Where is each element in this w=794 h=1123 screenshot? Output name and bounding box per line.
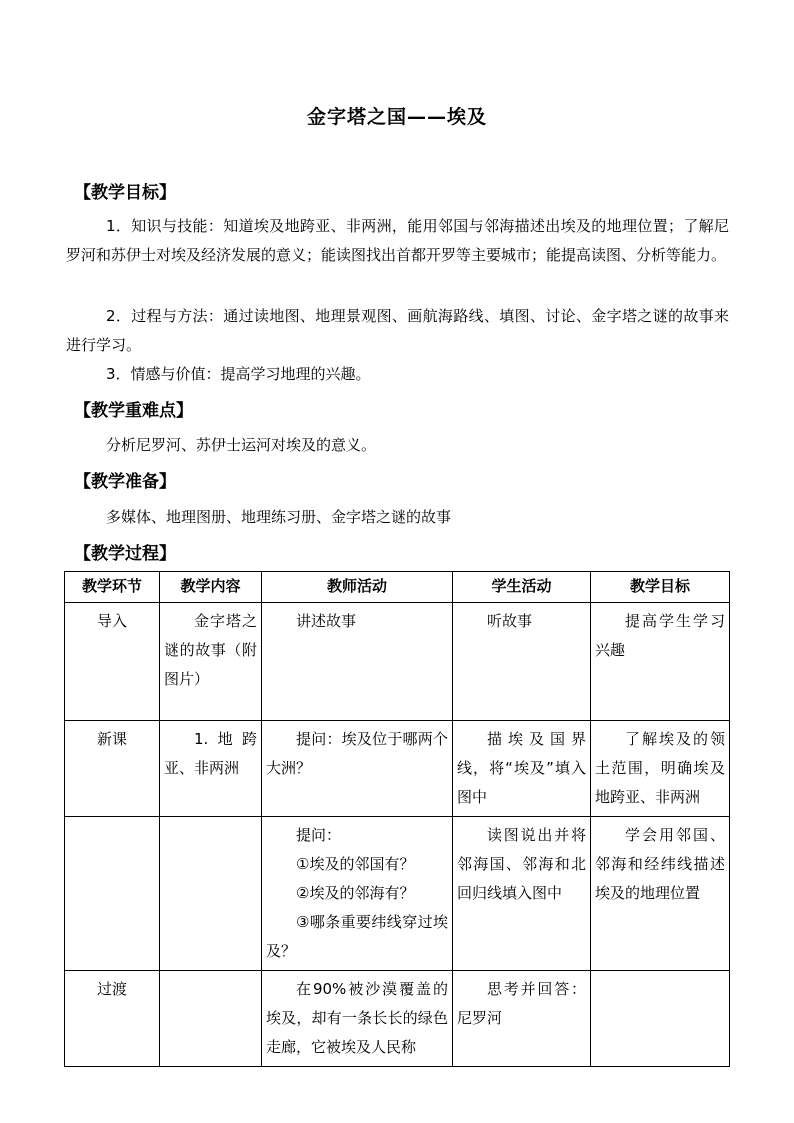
goal-text: 学会用邻国、邻海和经纬线描述埃及的地理位置 xyxy=(595,826,725,902)
column-header: 教学环节 xyxy=(65,572,160,603)
teacher-cell xyxy=(262,817,453,971)
teacher-cell xyxy=(262,721,453,817)
student-cell xyxy=(453,971,591,1067)
page-title: 金字塔之国——埃及 xyxy=(306,106,487,128)
content-text: 1.地跨亚、非两洲 xyxy=(164,730,257,777)
content-text: 金字塔之谜的故事（附图片） xyxy=(164,612,257,688)
table-row xyxy=(65,721,730,817)
student-text: 读图说出并将邻海国、邻海和北回归线填入图中 xyxy=(457,826,586,902)
teacher-line: 提问： xyxy=(296,826,342,844)
column-header: 教师活动 xyxy=(262,572,453,603)
column-header: 教学目标 xyxy=(591,572,730,603)
process-heading: 【教学过程】 xyxy=(74,544,176,564)
goal-text: 提高学生学习兴趣 xyxy=(595,612,725,659)
goal-cell xyxy=(591,817,730,971)
student-cell xyxy=(453,817,591,971)
objective-item-3: 3．情感与价值：提高学习地理的兴趣。 xyxy=(106,365,371,383)
student-text: 思考并回答：尼罗河 xyxy=(457,980,586,1027)
table-row xyxy=(65,603,730,721)
stage-cell xyxy=(65,817,160,971)
table-row xyxy=(65,971,730,1067)
objective-item-2: 2．过程与方法：通过读地图、地理景观图、画航海路线、填图、讨论、金字塔之谜的故事来进行学习。 xyxy=(66,307,729,354)
stage-cell: 过渡 xyxy=(65,971,160,1067)
preparation-heading: 【教学准备】 xyxy=(74,472,176,492)
key-points-heading: 【教学重难点】 xyxy=(74,401,193,421)
goal-text: 了解埃及的领土范围，明确埃及地跨亚、非两洲 xyxy=(595,730,725,806)
preparation-text: 多媒体、地理图册、地理练习册、金字塔之谜的故事 xyxy=(106,508,452,526)
student-text: 听故事 xyxy=(487,612,533,630)
key-points-text: 分析尼罗河、苏伊士运河对埃及的意义。 xyxy=(106,436,377,454)
teacher-line: ③哪条重要纬线穿过埃及？ xyxy=(266,913,448,960)
goal-cell xyxy=(591,721,730,817)
objectives-heading: 【教学目标】 xyxy=(74,183,176,203)
student-cell xyxy=(453,603,591,721)
content-cell xyxy=(160,817,262,971)
process-table xyxy=(64,571,730,1067)
student-cell xyxy=(453,721,591,817)
teacher-text: 讲述故事 xyxy=(296,612,357,630)
student-text: 描埃及国界线，将“埃及”填入图中 xyxy=(457,730,586,806)
teacher-text: 在90%被沙漠覆盖的埃及，却有一条长长的绿色走廊，它被埃及人民称 xyxy=(266,980,448,1056)
teacher-cell xyxy=(262,603,453,721)
stage-cell: 导入 xyxy=(65,603,160,721)
content-cell xyxy=(160,603,262,721)
teacher-cell xyxy=(262,971,453,1067)
column-header: 学生活动 xyxy=(453,572,591,603)
goal-cell xyxy=(591,603,730,721)
table-header-row xyxy=(65,572,730,603)
column-header: 教学内容 xyxy=(160,572,262,603)
teacher-line: ①埃及的邻国有？ xyxy=(296,855,415,873)
content-cell xyxy=(160,971,262,1067)
table-row xyxy=(65,817,730,971)
stage-cell: 新课 xyxy=(65,721,160,817)
goal-cell xyxy=(591,971,730,1067)
teacher-text: 提问：埃及位于哪两个大洲？ xyxy=(266,730,448,777)
content-cell xyxy=(160,721,262,817)
teacher-line: ②埃及的邻海有？ xyxy=(296,884,415,902)
objective-item-1: 1．知识与技能：知道埃及地跨亚、非两洲，能用邻国与邻海描述出埃及的地理位置；了解尼罗河和苏伊士对埃及经济发展的意义；能读图找出首都开罗等主要城市；能提高读图、分析等能力。 xyxy=(66,217,729,264)
